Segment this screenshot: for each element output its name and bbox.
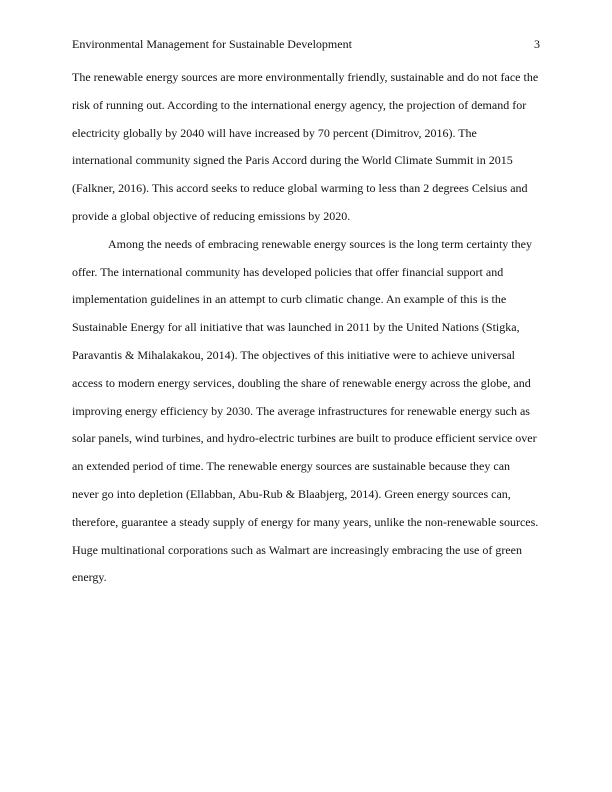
text-line: energy. bbox=[72, 570, 107, 585]
paragraph-1 bbox=[72, 64, 540, 231]
text-line-indented bbox=[72, 231, 540, 259]
document-body bbox=[72, 64, 540, 592]
page-number: 3 bbox=[534, 37, 540, 51]
page-header bbox=[72, 34, 540, 54]
text-line: an extended period of time. The renewable energy sources are sustainable because they can bbox=[72, 459, 511, 474]
text-line: Huge multinational corporations such as Walmart are increasingly embracing the use of green bbox=[72, 542, 522, 557]
text-line: therefore, guarantee a steady supply of energy for many years, unlike the non-renewable sources. bbox=[72, 514, 539, 529]
text-line: provide a global objective of reducing emissions by 2020. bbox=[72, 208, 351, 223]
text-line: Paravantis & Mihalakakou, 2014). The objectives of this initiative were to achieve universal bbox=[72, 347, 515, 362]
text-line: international community signed the Paris Accord during the World Climate Summit in 2015 bbox=[72, 153, 513, 168]
text-line-content: Among the needs of embracing renewable energy sources is the long term certainty they bbox=[108, 236, 532, 251]
text-line: solar panels, wind turbines, and hydro-electric turbines are built to produce efficient service over bbox=[72, 431, 537, 446]
text-line: implementation guidelines in an attempt to curb climatic change. An example of this is the bbox=[72, 292, 507, 307]
text-line: offer. The international community has developed policies that offer financial support and bbox=[72, 264, 504, 279]
text-line: (Falkner, 2016). This accord seeks to reduce global warming to less than 2 degrees Celsius and bbox=[72, 181, 528, 196]
paragraph-2 bbox=[72, 231, 540, 592]
text-line: Sustainable Energy for all initiative that was launched in 2011 by the United Nations (Stigka, bbox=[72, 320, 520, 335]
text-line: The renewable energy sources are more environmentally friendly, sustainable and do not face the bbox=[72, 70, 539, 84]
text-line: electricity globally by 2040 will have increased by 70 percent (Dimitrov, 2016). The bbox=[72, 125, 477, 140]
text-line: improving energy efficiency by 2030. The average infrastructures for renewable energy such as bbox=[72, 403, 530, 418]
running-head: Environmental Management for Sustainable Development bbox=[72, 37, 352, 51]
text-line: risk of running out. According to the international energy agency, the projection of demand for bbox=[72, 97, 527, 112]
text-line: access to modern energy services, doubling the share of renewable energy across the globe, and bbox=[72, 375, 531, 390]
text-line: never go into depletion (Ellabban, Abu-Rub & Blaabjerg, 2014). Green energy sources can, bbox=[72, 486, 511, 501]
